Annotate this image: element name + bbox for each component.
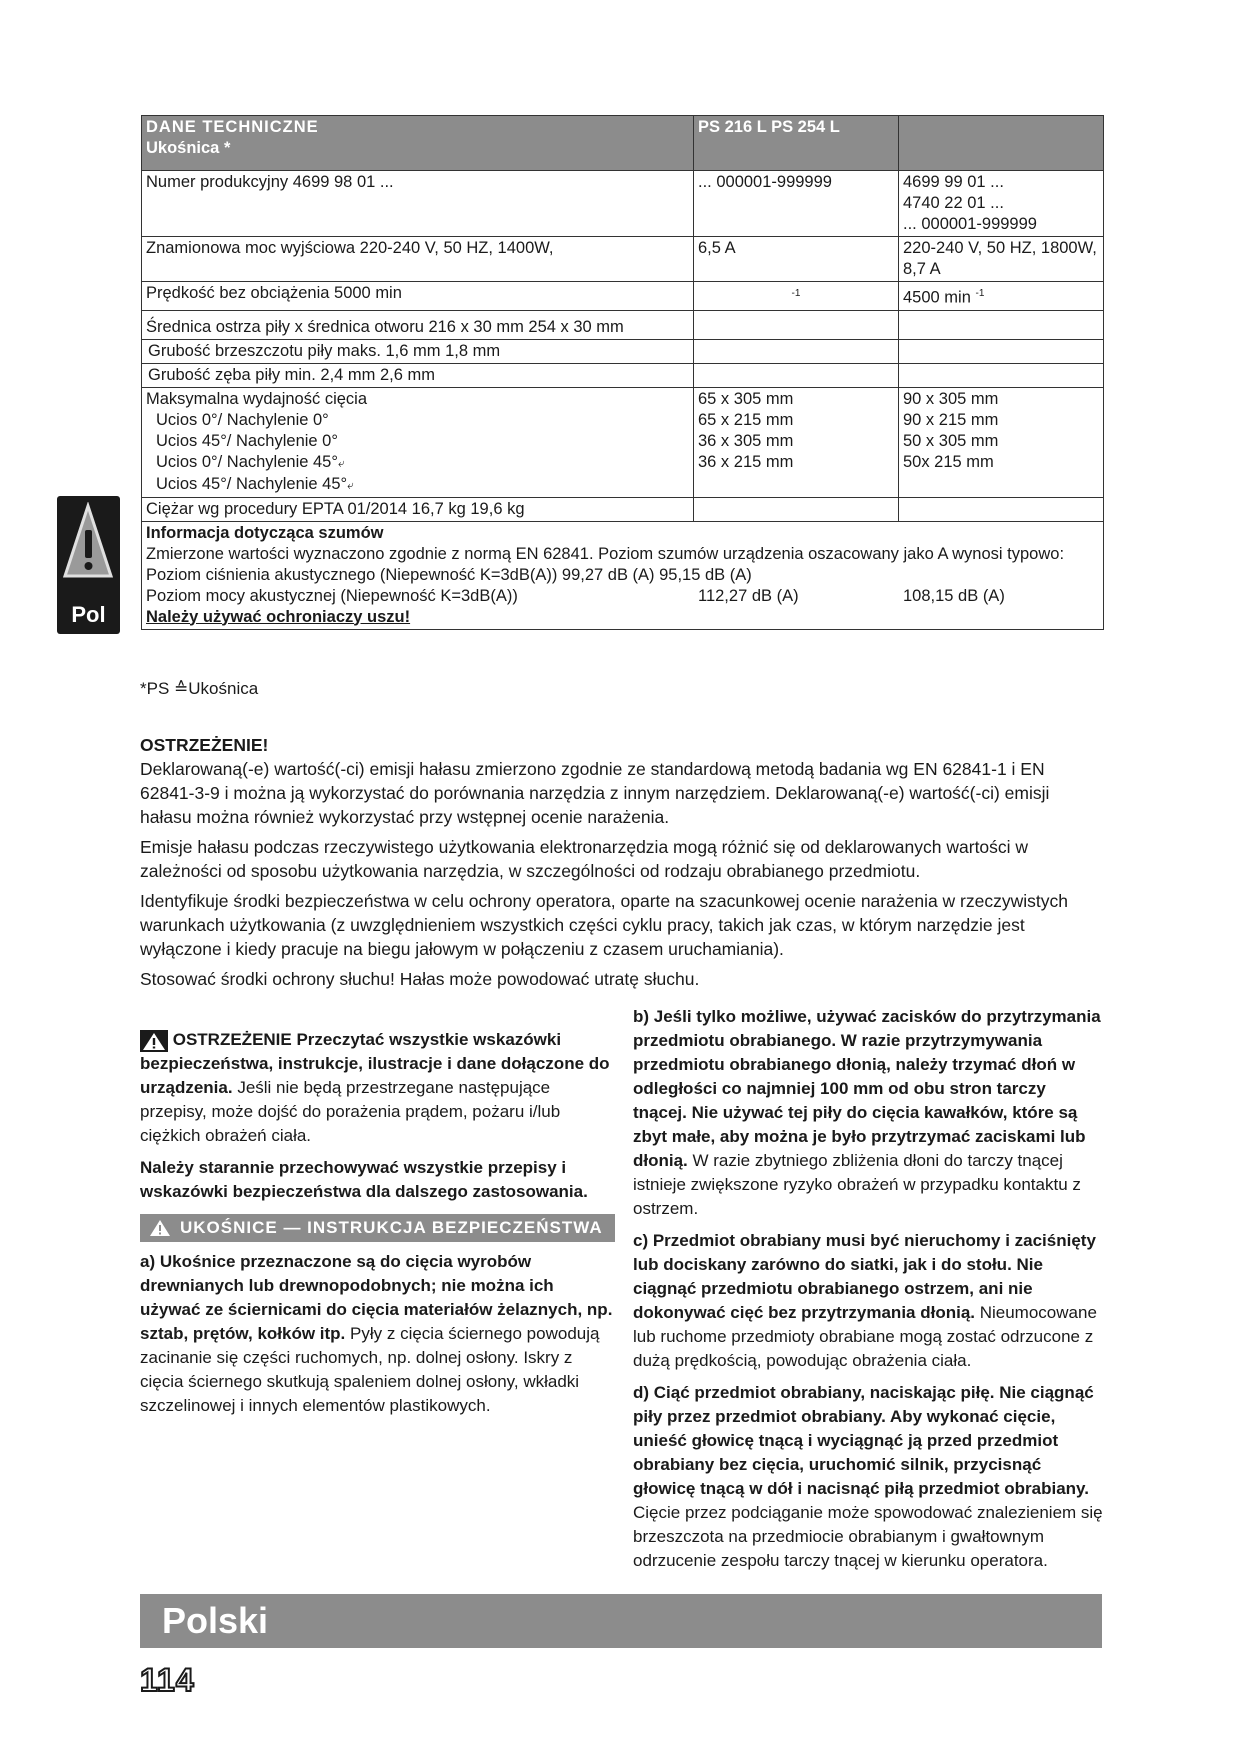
power-b1: 220-240 V, 50 HZ, 1800W, — [903, 239, 1097, 257]
left-column — [140, 1028, 615, 1426]
capacity-label: Maksymalna wydajność cięcia — [146, 389, 368, 408]
table-row — [142, 521, 1104, 629]
bevel-icon: ⤶ — [347, 477, 354, 492]
warning-paragraph: Stosować środki ochrony słuchu! Hałas może powodować utratę słuchu. — [140, 969, 700, 989]
cap-b: 90 x 215 mm — [903, 410, 999, 429]
power-a: 6,5 A — [694, 237, 899, 282]
warning-heading: OSTRZEŻENIE! — [140, 735, 269, 755]
power-b2: 8,7 A — [903, 260, 941, 278]
prod-b3: ... 000001-999999 — [903, 215, 1037, 233]
speed-b: 4500 min $^{-1}$ — [899, 282, 1104, 311]
prod-b2: 4740 22 01 ... — [903, 194, 1004, 212]
warning-triangle-icon — [148, 1218, 172, 1238]
rule-a: a) Ukośnice przeznaczone są do cięcia wyrobów drewnianych lub drewnopodobnych; nie można ich używać ze ściernicami do cięcia materiałów żelaznych, np. sztab, prętów, kołków itp. Pyły z cięcia ściernego powodują zacinanie się części ruchomych, np. dolnej osłony. Iskry z cięcia ściernego skutkują spaleniem dolnej osłony, wkładki szczelinowej i innych elementów plastikowych. — [140, 1252, 613, 1415]
section-band — [140, 1214, 615, 1242]
side-tab-label: Pol — [71, 602, 106, 627]
models-header: PS 216 L PS 254 L — [694, 116, 899, 171]
cap-row-label: Ucios 45°/ Nachylenie 0° — [156, 431, 338, 450]
kerf-label: Grubość brzeszczotu piły maks. 1,6 mm 1,8 mm — [142, 339, 694, 363]
cap-row-label: Ucios 45°/ Nachylenie 45°⤶ — [156, 474, 354, 493]
prod-label: Numer produkcyjny 4699 98 01 ... — [142, 171, 694, 237]
warning-icon — [63, 502, 114, 582]
language-side-tab — [57, 496, 120, 634]
right-column — [633, 1005, 1103, 1581]
table-row — [142, 387, 1104, 497]
blade-label: Średnica ostrza piły x średnica otworu 216 x 30 mm 254 x 30 mm — [142, 310, 694, 339]
rule-c: c) Przedmiot obrabiany musi być nieruchomy i zaciśnięty lub dociskany zarówno do siatki, jak i do stołu. Nie ciągnąć przedmiotu obrabianego ostrzem, ani nie dokonywać cięć bez przytrzymania dłonią. Nieumocowane lub ruchome przedmioty obrabiane mogą zostać odrzucone z dużą prędkością, powodując obrażenia ciała. — [633, 1231, 1097, 1370]
pressure-label: Poziom ciśnienia akustycznego (Niepewność K=3dB(A)) 99,27 dB (A) 95,15 dB (A) — [146, 565, 752, 584]
tooth-label: Grubość zęba piły min. 2,4 mm 2,6 mm — [142, 363, 694, 387]
table-title: DANE TECHNICZNE — [146, 118, 319, 136]
cap-a: 65 x 305 mm — [698, 389, 794, 408]
warning-paragraph: Emisje hałasu podczas rzeczywistego użytkowania elektronarzędzia mogą różnić się od deklarowanych wartości w zależności od sposobu użytkowania narzędzia, w szczególności od rodzaju obrabianego przedmiotu. — [140, 837, 1029, 881]
table-row — [142, 171, 1104, 237]
speed-a: -1 — [694, 282, 899, 311]
warning-triangle-icon — [140, 1030, 168, 1052]
sound-row — [146, 586, 1099, 607]
table-header-row — [142, 116, 1104, 171]
noise-text: Zmierzone wartości wyznaczono zgodnie z normą EN 62841. Poziom szumów urządzenia oszacowany jako A wynosi typowo: — [146, 544, 1065, 563]
warning-paragraph: Identyfikuje środki bezpieczeństwa w celu ochrony operatora, oparte na szacunkowej ocenie narażenia w rzeczywistych warunkach użytkowania (z uwzględnieniem wszystkich części cyklu pracy, takich jak czas, w którym narzędzie jest wyłączone i kiedy pracuje na biegu jałowym w połączeniu z czasem uruchamiania). — [140, 891, 1068, 959]
speed-label: Prędkość bez obciążenia 5000 min — [142, 282, 694, 311]
footnote: *PS ≙Ukośnica — [140, 679, 259, 698]
sound-b: 108,15 dB (A) — [903, 586, 1005, 605]
cap-a: 36 x 305 mm — [698, 431, 794, 450]
cap-b: 50x 215 mm — [903, 452, 994, 471]
technical-data-table — [141, 115, 1104, 630]
weight-label: Ciężar wg procedury EPTA 01/2014 16,7 kg 19,6 kg — [142, 497, 694, 521]
noise-warning — [140, 733, 1102, 997]
language-label: Polski — [162, 1600, 269, 1641]
table-row — [142, 282, 1104, 311]
sound-a: 112,27 dB (A) — [698, 586, 799, 605]
cap-row-label: Ucios 0°/ Nachylenie 45°⤶ — [156, 452, 345, 471]
page-number: 114 — [140, 1662, 195, 1698]
sound-label: Poziom mocy akustycznej (Niepewność K=3dB(A)) — [146, 586, 518, 605]
power-label: Znamionowa moc wyjściowa 220-240 V, 50 HZ, 1400W, — [142, 237, 694, 282]
noise-heading: Informacja dotycząca szumów — [146, 523, 384, 542]
table-row — [142, 310, 1104, 339]
ear-protection-note: Należy używać ochroniaczy uszu! — [146, 607, 411, 626]
cap-row-label: Ucios 0°/ Nachylenie 0° — [156, 410, 329, 429]
rule-b: b) Jeśli tylko możliwe, używać zacisków do przytrzymania przedmiotu obrabianego. W razie przytrzymywania przedmiotu obrabianego dłonią, należy trzymać dłoń w odległości co najmniej 100 mm od obu stron tarczy tnącej. Nie używać tej piły do cięcia kawałków, które są zbyt małe, aby można je było przytrzymać zaciskami lub dłonią. W razie zbytniego zbliżenia dłoni do tarczy tnącej istnieje zwiększone ryzyko obrażeń w przypadku kontaktu z ostrzem. — [633, 1007, 1101, 1218]
warning-paragraph: Deklarowaną(-e) wartość(-ci) emisji hałasu zmierzono zgodnie ze standardową metodą badania wg EN 62841-1 i EN 62841-3-9 i można ją wykorzystać do porównania narzędzia z innym narzędziem. Deklarowaną(-e) wartość(-ci) emisji hałasu można również wykorzystać przy wstępnej ocenie narażenia. — [140, 759, 1050, 827]
prod-a: ... 000001-999999 — [694, 171, 899, 237]
cap-a: 65 x 215 mm — [698, 410, 794, 429]
table-subtitle: Ukośnica * — [146, 139, 231, 157]
language-footer-bar — [140, 1594, 1102, 1648]
cap-a: 36 x 215 mm — [698, 452, 794, 471]
cap-b: 90 x 305 mm — [903, 389, 999, 408]
table-row — [142, 339, 1104, 363]
rule-d: d) Ciąć przedmiot obrabiany, naciskając piłę. Nie ciągnąć piły przez przedmiot obrabiany. Aby wykonać cięcie, unieść głowicę tnącą i wyciągnąć ją przed przedmiot obrabiany bez cięcia, uruchomić silnik, przycisnąć głowicę tnącą w dół i nacisnąć piłą przedmiot obrabiany. Cięcie przez podciąganie może spowodować znalezieniem się brzeszczota na przedmiocie obrabianym i gwałtownym odrzucenie zespołu tarczy tnącej w kierunku operatora. — [633, 1383, 1103, 1570]
general-warning: OSTRZEŻENIE Przeczytać wszystkie wskazówki bezpieczeństwa, instrukcje, ilustracje i dane dołączone do urządzenia. Jeśli nie będą przestrzegane następujące przepisy, może dojść do porażenia prądem, pożaru i/lub ciężkich obrażeń ciała. — [140, 1030, 610, 1145]
keep-instructions: Należy starannie przechowywać wszystkie przepisy i wskazówki bezpieczeństwa dla dalszego zastosowania. — [140, 1158, 588, 1201]
section-band-title: UKOŚNICE — INSTRUKCJA BEZPIECZEŃSTWA — [180, 1218, 603, 1237]
table-row — [142, 497, 1104, 521]
cap-b: 50 x 305 mm — [903, 431, 999, 450]
table-row — [142, 363, 1104, 387]
bevel-icon: ⤶ — [337, 455, 345, 470]
table-row — [142, 237, 1104, 282]
prod-b1: 4699 99 01 ... — [903, 173, 1004, 191]
